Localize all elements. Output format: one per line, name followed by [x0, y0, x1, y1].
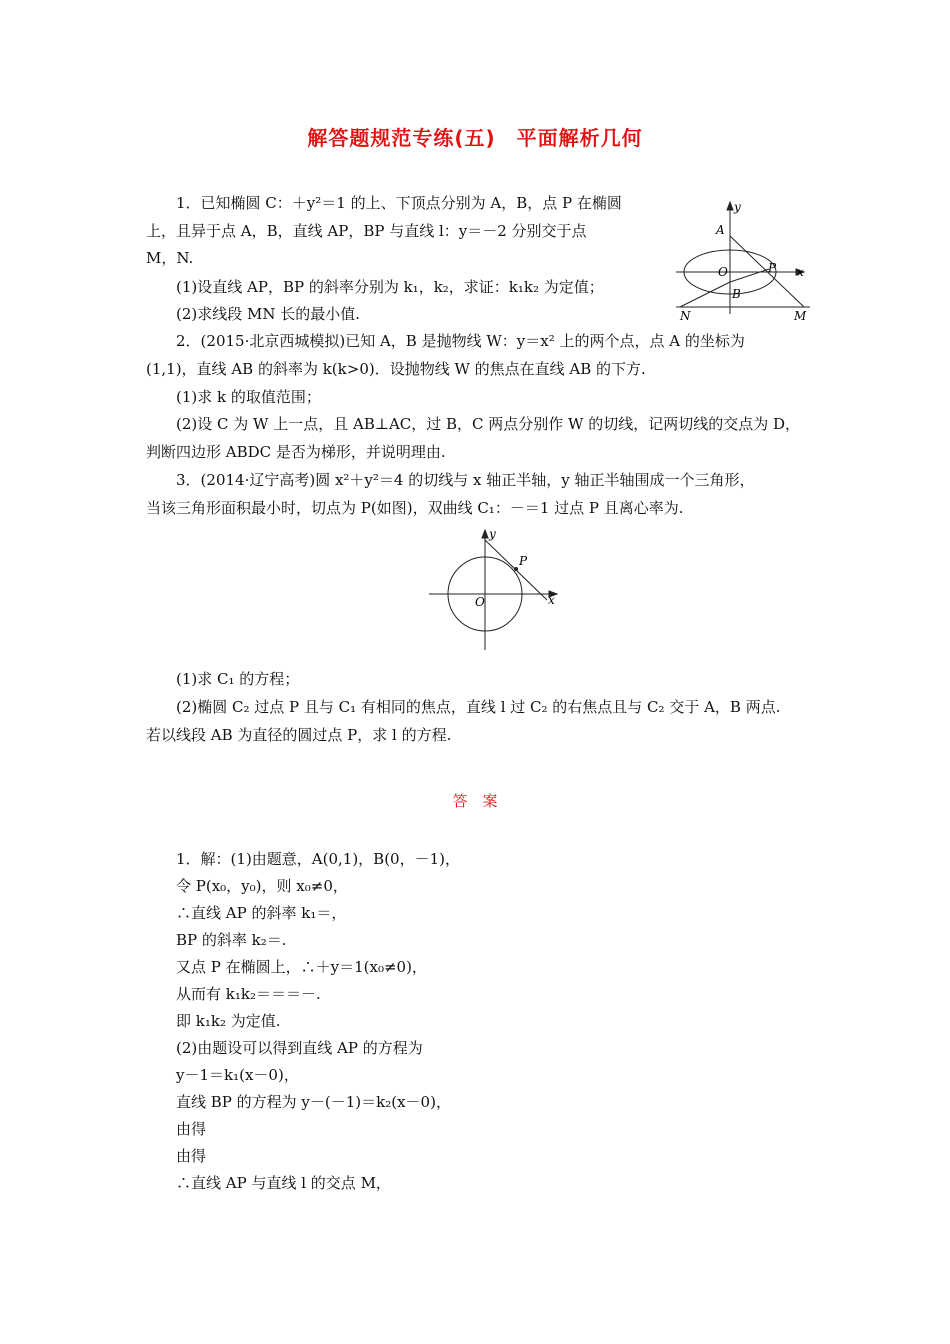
answer-line: 又点 P 在椭圆上，∴＋y＝1(x₀≠0)， [176, 958, 427, 976]
label-x: x [548, 593, 555, 607]
label-o: O [718, 265, 728, 279]
circle-figure [425, 522, 565, 654]
answer-line: 由得 [176, 1147, 207, 1165]
problem-2-line: 判断四边形 ABDC 是否为梯形，并说明理由. [146, 443, 446, 461]
problem-1-line: 1．已知椭圆 C：＋y²＝1 的上、下顶点分别为 A，B，点 P 在椭圆 [176, 194, 622, 212]
answer-line: 即 k₁k₂ 为定值. [176, 1012, 281, 1030]
label-p: P [519, 554, 528, 568]
answer-heading: 答 案 [452, 792, 498, 810]
problem-2-line: (1)求 k 的取值范围； [176, 388, 321, 406]
answer-line: 由得 [176, 1120, 207, 1138]
problem-3-line: 3．(2014·辽宁高考)圆 x²＋y²＝4 的切线与 x 轴正半轴，y 轴正半轴围成一个三角形， [176, 471, 755, 489]
label-n: N [680, 309, 691, 323]
answer-line: ∴直线 AP 与直线 l 的交点 M， [176, 1174, 391, 1192]
label-y: y [489, 527, 496, 541]
y-axis-arrow [727, 202, 733, 210]
problem-2-line: (1,1)，直线 AB 的斜率为 k(k>0)．设抛物线 W 的焦点在直线 AB 的下方. [146, 360, 646, 378]
label-m: M [794, 309, 807, 323]
line-bp [680, 282, 730, 307]
page-title: 解答题规范专练(五) 平面解析几何 [307, 126, 643, 150]
answer-line: (2)由题设可以得到直线 AP 的方程为 [176, 1039, 423, 1057]
answer-line: 1．解：(1)由题意，A(0,1)，B(0，－1)， [176, 850, 460, 868]
label-b: B [732, 287, 741, 301]
label-p: P [768, 261, 777, 275]
problem-2-line: (2)设 C 为 W 上一点，且 AB⊥AC，过 B，C 两点分别作 W 的切线，记两切线的交点为 D， [176, 415, 801, 433]
problem-1-line: (1)设直线 AP，BP 的斜率分别为 k₁，k₂，求证：k₁k₂ 为定值； [176, 278, 604, 296]
ellipse-figure [670, 196, 815, 324]
point-p [514, 567, 518, 571]
answer-line: 从而有 k₁k₂＝＝＝－. [176, 985, 321, 1003]
problem-1-line: 上，且异于点 A，B，直线 AP，BP 与直线 l：y＝－2 分别交于点 [146, 222, 587, 240]
problem-3-line: 若以线段 AB 为直径的圆过点 P，求 l 的方程. [146, 726, 452, 744]
problem-2-line: 2．(2015·北京西城模拟)已知 A，B 是抛物线 W：y＝x² 上的两个点，点 A 的坐标为 [176, 332, 745, 350]
segment-bp [730, 269, 769, 282]
problem-3-line: (2)椭圆 C₂ 过点 P 且与 C₁ 有相同的焦点，直线 l 过 C₂ 的右焦点且与 C₂ 交于 A，B 两点. [176, 698, 781, 716]
problem-3-line: (1)求 C₁ 的方程； [176, 670, 300, 688]
label-y: y [734, 200, 741, 214]
label-a: A [716, 223, 725, 237]
problem-1-line: (2)求线段 MN 长的最小值. [176, 305, 361, 323]
label-o: O [475, 595, 485, 609]
problem-3-line: 当该三角形面积最小时，切点为 P(如图)，双曲线 C₁：－＝1 过点 P 且离心率为. [146, 499, 684, 517]
answer-line: 直线 BP 的方程为 y－(－1)＝k₂(x－0)， [176, 1093, 451, 1111]
answer-line: ∴直线 AP 的斜率 k₁＝， [176, 904, 347, 922]
label-x: x [797, 265, 804, 279]
answer-line: 令 P(x₀，y₀)，则 x₀≠0， [176, 877, 348, 895]
answer-line: BP 的斜率 k₂＝. [176, 931, 287, 949]
answer-line: y－1＝k₁(x－0)， [176, 1066, 299, 1084]
y-axis-arrow [482, 530, 488, 538]
problem-1-line: M，N. [146, 249, 194, 267]
